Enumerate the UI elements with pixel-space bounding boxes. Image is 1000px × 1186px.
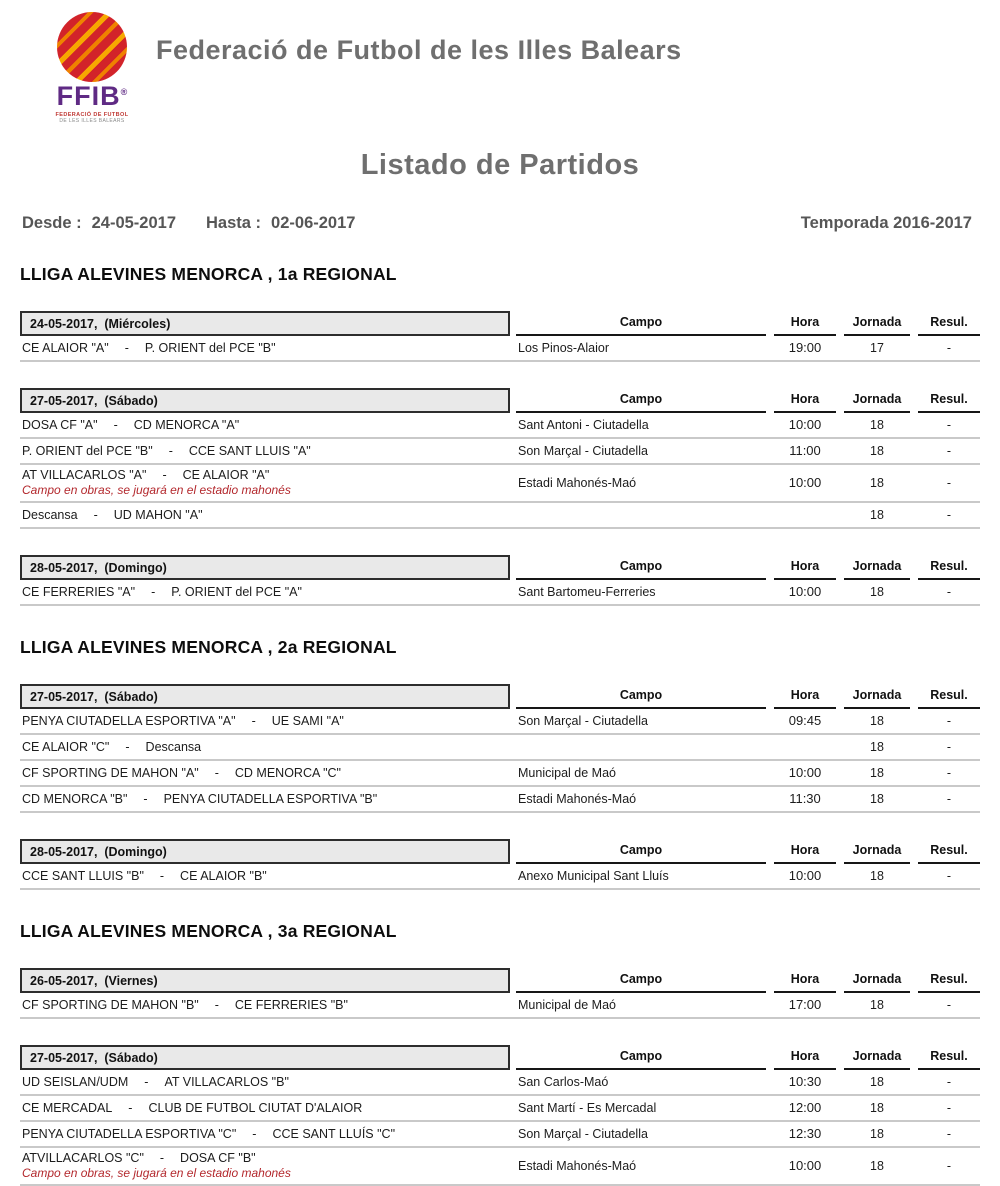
result-cell: - (946, 1074, 952, 1089)
home-team: CF SPORTING DE MAHON "B" (22, 997, 199, 1012)
page-header (0, 0, 1000, 124)
column-header-hora: Hora (774, 392, 836, 413)
round-cell: 18 (870, 1074, 884, 1089)
round-cell: 18 (870, 713, 884, 728)
date-group-header: 26-05-2017, (Viernes) (20, 968, 510, 993)
league-section-2a-regional (0, 637, 1000, 890)
vs-separator: - (151, 584, 156, 599)
column-header-campo: Campo (516, 315, 766, 336)
venue-cell: Estadi Mahonés-Maó (518, 1158, 637, 1173)
ffib-logo-subtitle-line2: DE LES ILLES BALEARS (59, 118, 125, 124)
venue-cell: Sant Martí - Es Mercadal (518, 1100, 657, 1115)
column-header-resul: Resul. (918, 972, 980, 993)
table-header-row (20, 684, 980, 709)
vs-separator: - (252, 1126, 257, 1141)
desde-label: Desde : (22, 214, 82, 232)
away-team: UE SAMI "A" (271, 713, 344, 728)
column-header-campo: Campo (516, 972, 766, 993)
vs-separator: - (214, 765, 219, 780)
home-team: UD SEISLAN/UDM (22, 1074, 129, 1089)
column-header-jornada: Jornada (844, 559, 910, 580)
section-title: LLIGA ALEVINES MENORCA , 1a REGIONAL (20, 264, 397, 284)
table-header-row (20, 968, 980, 993)
match-teams (20, 444, 510, 458)
table-header-row (20, 311, 980, 336)
round-cell: 18 (870, 417, 884, 432)
time-cell: 19:00 (788, 340, 822, 355)
result-cell: - (946, 713, 952, 728)
column-header-hora: Hora (774, 688, 836, 709)
league-section-3a-regional (0, 921, 1000, 1186)
match-table (20, 968, 980, 1019)
date-group-header: 27-05-2017, (Sábado) (20, 684, 510, 709)
date-group-header: 27-05-2017, (Sábado) (20, 1045, 510, 1070)
round-cell: 18 (870, 791, 884, 806)
column-header-hora: Hora (774, 972, 836, 993)
time-cell: 12:30 (788, 1126, 822, 1141)
time-cell: 17:00 (788, 997, 822, 1012)
column-header-campo: Campo (516, 1049, 766, 1070)
construction-note: Campo en obras, se jugará en el estadio mahonés (22, 483, 291, 497)
home-team: CD MENORCA "B" (22, 791, 128, 806)
match-teams (20, 585, 510, 599)
away-team: CE ALAIOR "B" (180, 868, 267, 883)
result-cell: - (946, 1126, 952, 1141)
ffib-logo-text: FFIB (56, 81, 121, 111)
match-teams (20, 1075, 510, 1089)
home-team: P. ORIENT del PCE "B" (22, 443, 153, 458)
home-team: CCE SANT LLUIS "B" (22, 868, 144, 883)
match-table (20, 1045, 980, 1186)
vs-separator: - (168, 443, 173, 458)
match-teams (20, 998, 510, 1012)
match-teams (20, 869, 510, 883)
round-cell: 18 (870, 1100, 884, 1115)
desde-value: 24-05-2017 (91, 214, 177, 232)
column-header-hora: Hora (774, 559, 836, 580)
venue-cell: Municipal de Maó (518, 765, 616, 780)
match-row (20, 1122, 980, 1148)
result-cell: - (946, 739, 952, 754)
venue-cell: Municipal de Maó (518, 997, 616, 1012)
result-cell: - (946, 475, 952, 490)
date-group-header: 24-05-2017, (Miércoles) (20, 311, 510, 336)
column-header-campo: Campo (516, 392, 766, 413)
column-header-resul: Resul. (918, 688, 980, 709)
home-team: PENYA CIUTADELLA ESPORTIVA "A" (22, 713, 236, 728)
round-cell: 18 (870, 739, 884, 754)
match-table (20, 839, 980, 890)
result-cell: - (946, 765, 952, 780)
match-teams (20, 1127, 510, 1141)
round-cell: 18 (870, 507, 884, 522)
result-cell: - (946, 443, 952, 458)
season-label: Temporada 2016-2017 (800, 214, 972, 232)
column-header-jornada: Jornada (844, 843, 910, 864)
away-team: P. ORIENT del PCE "A" (171, 584, 302, 599)
away-team: CLUB DE FUTBOL CIUTAT D'ALAIOR (148, 1100, 363, 1115)
match-teams (20, 418, 510, 432)
ffib-logo (36, 10, 148, 124)
match-row (20, 761, 980, 787)
match-teams (20, 714, 510, 728)
result-cell: - (946, 507, 952, 522)
match-row (20, 439, 980, 465)
ffib-ball-icon (57, 12, 127, 82)
round-cell: 18 (870, 765, 884, 780)
result-cell: - (946, 417, 952, 432)
venue-cell: Sant Antoni - Ciutadella (518, 417, 649, 432)
away-team: CD MENORCA "C" (234, 765, 341, 780)
home-team: DOSA CF "A" (22, 417, 98, 432)
vs-separator: - (251, 713, 256, 728)
match-teams (20, 508, 510, 522)
round-cell: 18 (870, 475, 884, 490)
home-team: Descansa (22, 507, 78, 522)
home-team: CE FERRERIES "A" (22, 584, 136, 599)
away-team: CD MENORCA "A" (133, 417, 240, 432)
column-header-resul: Resul. (918, 392, 980, 413)
home-team: CE ALAIOR "C" (22, 739, 110, 754)
column-header-resul: Resul. (918, 315, 980, 336)
vs-separator: - (214, 997, 219, 1012)
home-team: ATVILLACARLOS "C" (22, 1151, 144, 1165)
match-row (20, 465, 980, 503)
home-team: CE MERCADAL (22, 1100, 113, 1115)
vs-separator: - (125, 739, 130, 754)
match-row (20, 709, 980, 735)
column-header-resul: Resul. (918, 1049, 980, 1070)
column-header-hora: Hora (774, 315, 836, 336)
away-team: CE FERRERIES "B" (234, 997, 348, 1012)
match-teams (20, 792, 510, 806)
match-table (20, 388, 980, 529)
section-title: LLIGA ALEVINES MENORCA , 3a REGIONAL (20, 921, 397, 941)
away-team: Descansa (145, 739, 202, 754)
away-team: DOSA CF "B" (180, 1151, 256, 1165)
away-team: CCE SANT LLUIS "A" (188, 443, 311, 458)
away-team: CCE SANT LLUÍS "C" (272, 1126, 396, 1141)
section-title: LLIGA ALEVINES MENORCA , 2a REGIONAL (20, 637, 397, 657)
time-cell: 10:00 (788, 868, 822, 883)
venue-cell: Los Pinos-Alaior (518, 340, 610, 355)
time-cell: 10:30 (788, 1074, 822, 1089)
date-group-header: 28-05-2017, (Domingo) (20, 555, 510, 580)
vs-separator: - (113, 417, 118, 432)
table-header-row (20, 388, 980, 413)
match-table (20, 311, 980, 362)
away-team: P. ORIENT del PCE "B" (144, 340, 276, 355)
match-row (20, 1096, 980, 1122)
column-header-campo: Campo (516, 688, 766, 709)
time-cell: 10:00 (788, 475, 822, 490)
hasta-value: 02-06-2017 (271, 214, 356, 232)
column-header-campo: Campo (516, 559, 766, 580)
ffib-logo-acronym (36, 83, 148, 110)
time-cell: 12:00 (788, 1100, 822, 1115)
result-cell: - (946, 868, 952, 883)
result-cell: - (946, 340, 952, 355)
match-table (20, 684, 980, 813)
home-team: CF SPORTING DE MAHON "A" (22, 765, 199, 780)
date-group-header: 28-05-2017, (Domingo) (20, 839, 510, 864)
column-header-jornada: Jornada (844, 1049, 910, 1070)
result-cell: - (946, 997, 952, 1012)
match-row (20, 413, 980, 439)
away-team: UD MAHON "A" (113, 507, 203, 522)
home-team: AT VILLACARLOS "A" (22, 468, 147, 482)
match-row (20, 580, 980, 606)
venue-cell: Sant Bartomeu-Ferreries (518, 584, 656, 599)
vs-separator: - (159, 1151, 165, 1165)
round-cell: 18 (870, 1126, 884, 1141)
match-row (20, 1148, 980, 1186)
table-header-row (20, 1045, 980, 1070)
column-header-jornada: Jornada (844, 688, 910, 709)
match-row (20, 735, 980, 761)
vs-separator: - (124, 340, 129, 355)
match-row (20, 503, 980, 529)
time-cell: 10:00 (788, 417, 822, 432)
column-header-resul: Resul. (918, 843, 980, 864)
time-cell: 11:30 (789, 791, 821, 806)
result-cell: - (946, 791, 952, 806)
column-header-resul: Resul. (918, 559, 980, 580)
match-teams (20, 766, 510, 780)
match-teams (20, 1101, 510, 1115)
away-team: AT VILLACARLOS "B" (164, 1074, 289, 1089)
match-teams (20, 468, 510, 497)
match-row (20, 864, 980, 890)
round-cell: 18 (870, 997, 884, 1012)
time-cell: 11:00 (789, 443, 821, 458)
time-cell: 09:45 (788, 713, 822, 728)
column-header-hora: Hora (774, 1049, 836, 1070)
match-row (20, 1070, 980, 1096)
match-teams (20, 740, 510, 754)
vs-separator: - (128, 1100, 133, 1115)
round-cell: 18 (870, 584, 884, 599)
venue-cell: Son Marçal - Ciutadella (518, 443, 648, 458)
registered-mark: ® (120, 87, 128, 97)
venue-cell: Estadi Mahonés-Maó (518, 475, 637, 490)
date-group-header: 27-05-2017, (Sábado) (20, 388, 510, 413)
match-table (20, 555, 980, 606)
column-header-jornada: Jornada (844, 392, 910, 413)
home-team: CE ALAIOR "A" (22, 340, 109, 355)
hasta-label: Hasta : (206, 214, 262, 232)
table-header-row (20, 555, 980, 580)
time-cell: 10:00 (788, 765, 822, 780)
match-teams (20, 341, 510, 355)
match-teams (20, 1151, 510, 1180)
round-cell: 18 (870, 1158, 884, 1173)
time-cell: 10:00 (788, 584, 822, 599)
match-row (20, 336, 980, 362)
venue-cell: Estadi Mahonés-Maó (518, 791, 637, 806)
column-header-hora: Hora (774, 843, 836, 864)
away-team: CE ALAIOR "A" (182, 468, 270, 482)
round-cell: 17 (870, 340, 884, 355)
round-cell: 18 (870, 868, 884, 883)
league-section-1a-regional (0, 264, 1000, 606)
time-cell: 10:00 (788, 1158, 822, 1173)
page-title: Listado de Partidos (360, 149, 640, 181)
venue-cell: Son Marçal - Ciutadella (518, 1126, 648, 1141)
result-cell: - (946, 1158, 952, 1173)
match-row (20, 993, 980, 1019)
organization-title: Federació de Futbol de les Illes Balears (156, 35, 682, 65)
result-cell: - (946, 1100, 952, 1115)
vs-separator: - (144, 1074, 149, 1089)
vs-separator: - (162, 468, 167, 482)
date-range (22, 214, 355, 233)
venue-cell: Anexo Municipal Sant Lluís (518, 868, 669, 883)
home-team: PENYA CIUTADELLA ESPORTIVA "C" (22, 1126, 237, 1141)
column-header-jornada: Jornada (844, 315, 910, 336)
report-meta (22, 214, 972, 233)
column-header-campo: Campo (516, 843, 766, 864)
vs-separator: - (93, 507, 98, 522)
match-row (20, 787, 980, 813)
venue-cell: San Carlos-Maó (518, 1074, 609, 1089)
away-team: PENYA CIUTADELLA ESPORTIVA "B" (163, 791, 378, 806)
table-header-row (20, 839, 980, 864)
construction-note: Campo en obras, se jugará en el estadio mahonés (22, 1166, 291, 1180)
vs-separator: - (159, 868, 165, 883)
vs-separator: - (143, 791, 148, 806)
column-header-jornada: Jornada (844, 972, 910, 993)
round-cell: 18 (870, 443, 884, 458)
ffib-logo-subtitle-line1: FEDERACIÓ DE FUTBOL (55, 112, 129, 118)
venue-cell: Son Marçal - Ciutadella (518, 713, 648, 728)
result-cell: - (946, 584, 952, 599)
